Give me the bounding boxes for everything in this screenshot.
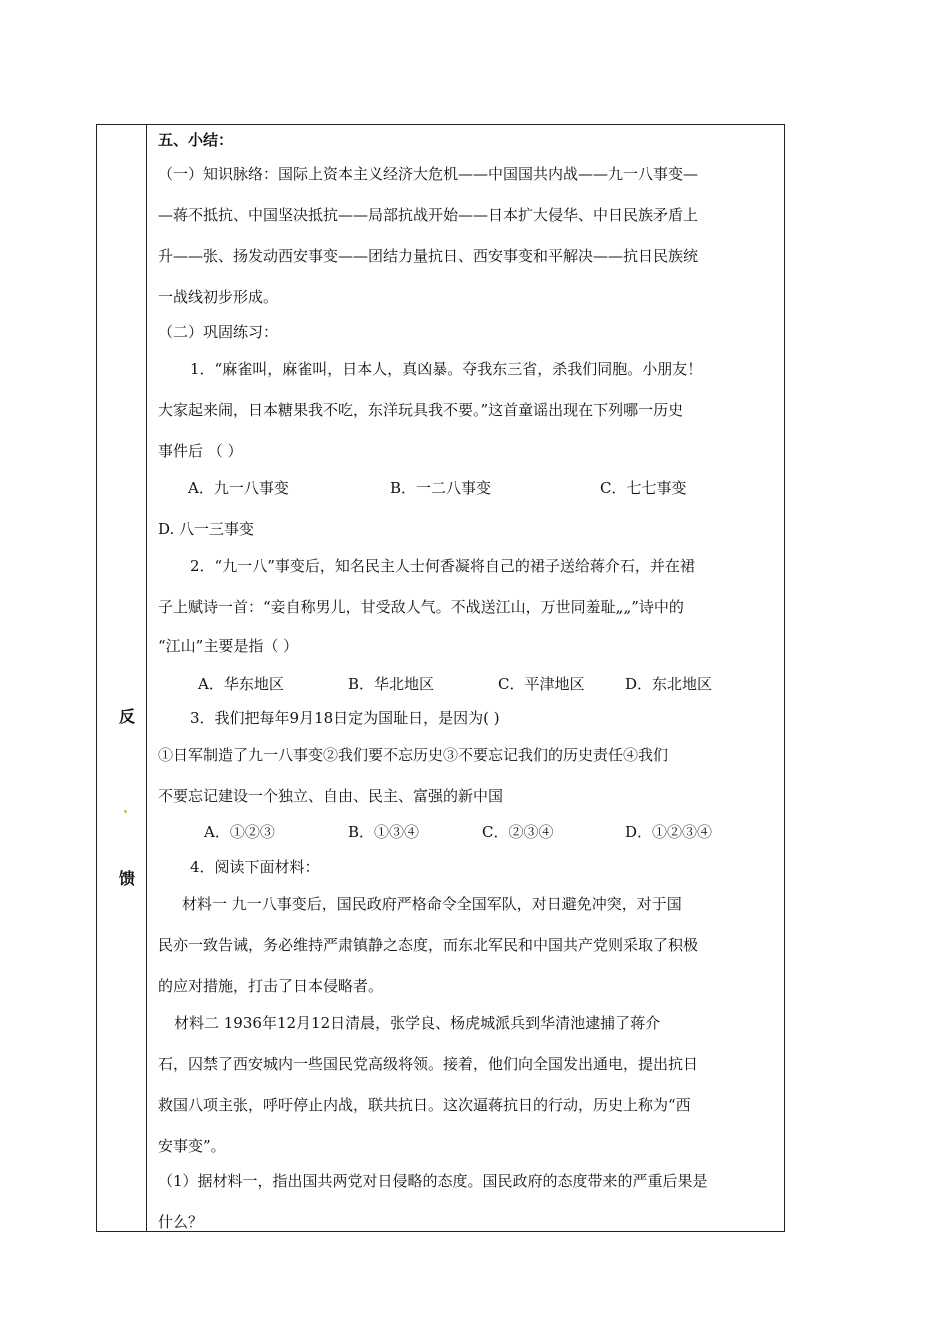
text-line: 不要忘记建设一个独立、自由、民主、富强的新中国 <box>158 787 504 805</box>
text-line: （一）知识脉络：国际上资本主义经济大危机——中国国共内战——九一八事变— <box>158 165 699 183</box>
option-b: B．一二八事变 <box>390 479 492 497</box>
text-line: —蒋不抵抗、中国坚决抵抗——局部抗战开始——日本扩大侵华、中日民族矛盾上 <box>158 206 699 224</box>
section-heading: 五、小结： <box>158 131 234 149</box>
option-c: C．平津地区 <box>498 675 585 693</box>
text-line: 民亦一致告诫，务必维持严肃镇静之态度，而东北军民和中国共产党则采取了积极 <box>158 936 699 954</box>
option-a: A．九一八事变 <box>188 479 289 497</box>
question-4: 4．阅读下面材料： <box>190 858 320 876</box>
text-line: 子上赋诗一首：“妾自称男儿，甘受敌人气。不战送江山，万世同羞耻„„”诗中的 <box>158 598 684 616</box>
option-b: B．华北地区 <box>348 675 435 693</box>
question-2: 2．“九一八”事变后，知名民主人士何香凝将自己的裙子送给蒋介石，并在裙 <box>190 557 695 575</box>
text-line: 什么？ <box>158 1213 204 1231</box>
option-a: A．①②③ <box>204 823 275 841</box>
text-line: 事件后 （ ） <box>158 442 243 460</box>
question-1: 1．“麻雀叫，麻雀叫，日本人，真凶暴。夺我东三省，杀我们同胞。小朋友！ <box>190 360 703 378</box>
option-d: D. 八一三事变 <box>158 520 255 538</box>
text-line: 救国八项主张，呼吁停止内战，联共抗日。这次逼蒋抗日的行动，历史上称为“西 <box>158 1096 691 1114</box>
text-line: 石，囚禁了西安城内一些国民党高级将领。接着，他们向全国发出通电，提出抗日 <box>158 1055 699 1073</box>
option-a: A．华东地区 <box>198 675 284 693</box>
column-divider <box>146 124 147 1232</box>
text-line: 安事变”。 <box>158 1137 226 1155</box>
text-line: 一战线初步形成。 <box>158 288 279 306</box>
text-line: ①日军制造了九一八事变②我们要不忘历史③不要忘记我们的历史责任④我们 <box>158 746 669 764</box>
option-d: D．东北地区 <box>625 675 713 693</box>
option-d: D．①②③④ <box>625 823 713 841</box>
text-line: “江山”主要是指（ ） <box>158 637 299 655</box>
text-line: 的应对措施，打击了日本侵略者。 <box>158 977 384 995</box>
option-b: B．①③④ <box>348 823 420 841</box>
sub-question-1: （1）据材料一，指出国共两党对日侵略的态度。国民政府的态度带来的严重后果是 <box>158 1172 708 1190</box>
material-1: 材料一 九一八事变后，国民政府严格命令全国军队，对日避免冲突，对于国 <box>182 895 682 913</box>
subheading: （二）巩固练习： <box>158 323 279 341</box>
text-line: 升——张、扬发动西安事变——团结力量抗日、西安事变和平解决——抗日民族统 <box>158 247 699 265</box>
material-2: 材料二 1936年12月12日清晨，张学良、杨虎城派兵到华清池逮捕了蒋介 <box>174 1014 661 1032</box>
side-label-kui: 馈 <box>118 869 135 888</box>
option-c: C．七七事变 <box>600 479 687 497</box>
text-line: 大家起来闹，日本糖果我不吃，东洋玩具我不要。”这首童谣出现在下列哪一历史 <box>158 401 684 419</box>
decorative-dot <box>124 810 127 813</box>
side-label-fan: 反 <box>118 707 135 726</box>
option-c: C．②③④ <box>482 823 554 841</box>
question-3: 3．我们把每年9月18日定为国耻日，是因为( ) <box>190 709 500 727</box>
